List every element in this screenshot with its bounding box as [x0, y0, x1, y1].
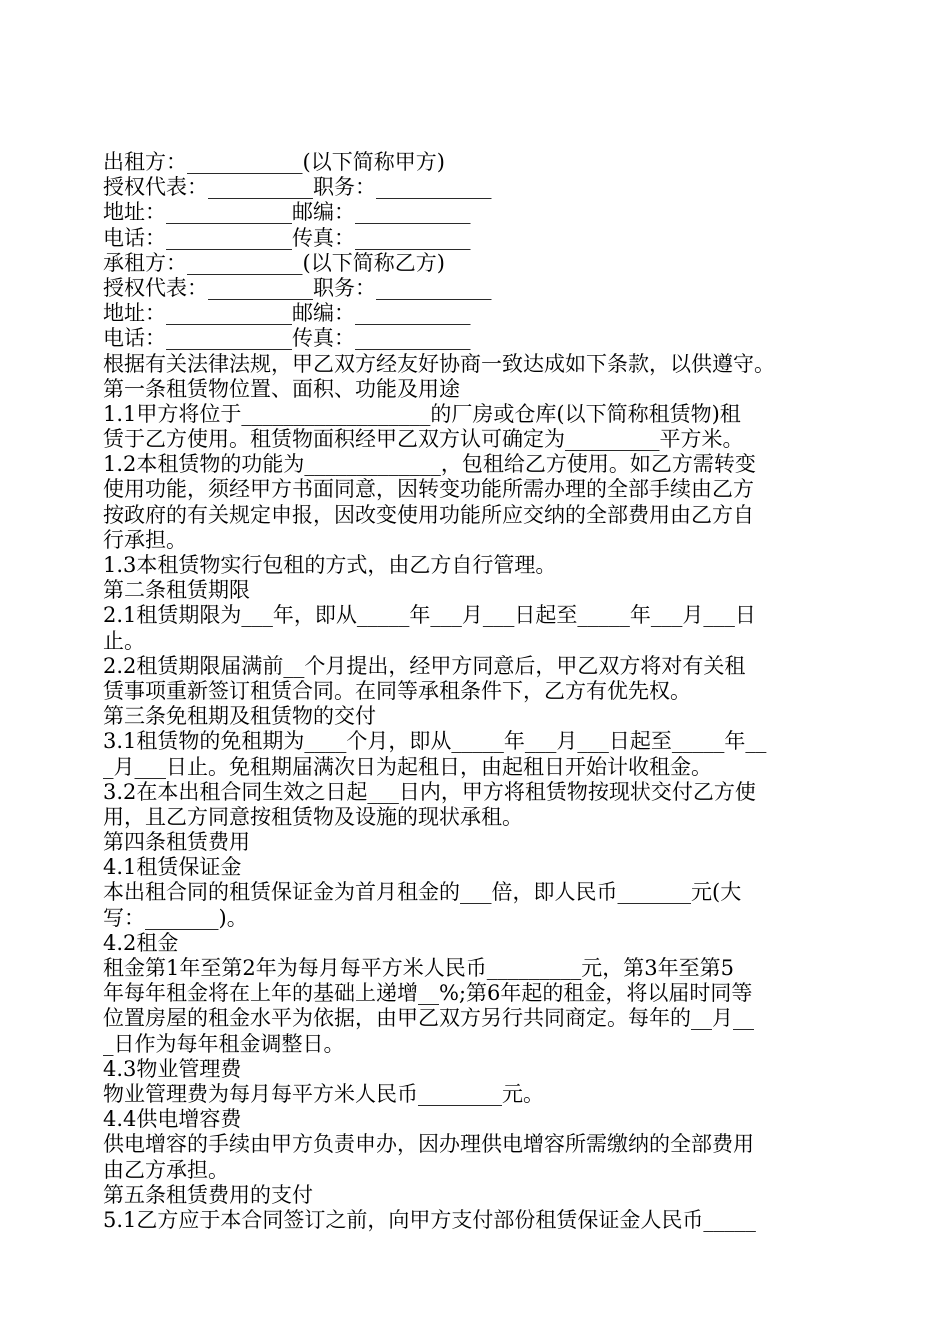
clause-line: 1.3本租赁物实行包租的方式，由乙方自行管理。	[103, 553, 557, 577]
article-4-heading: 第四条租赁费用	[103, 830, 250, 855]
article-2-heading: 第二条租赁期限	[103, 578, 250, 603]
clause-line: 赁于乙方使用。租赁物面积经甲乙双方认可确定为_________平方米。	[103, 427, 744, 452]
clause-line: 本出租合同的租赁保证金为首月租金的___倍，即人民币_______元(大	[103, 880, 742, 905]
lessee-phone-line: 电话：____________传真：___________	[103, 326, 471, 351]
article-5-heading: 第五条租赁费用的支付	[103, 1182, 313, 1207]
lessee-representative-line: 授权代表：__________职务：___________	[103, 275, 492, 300]
lessor-line: 出租方：___________(以下简称甲方)	[103, 150, 445, 174]
clause-line: 使用功能，须经甲方书面同意，因转变功能所需办理的全部手续由乙方	[103, 477, 754, 502]
clause-line: 用，且乙方同意按租赁物及设施的现状承租。	[103, 804, 523, 829]
clause-line: 按政府的有关规定申报，因改变使用功能所应交纳的全部费用由乙方自	[103, 502, 754, 527]
clause-line: 1.1甲方将位于__________________的厂房或仓库(以下简称租赁物)租	[103, 401, 741, 426]
clause-line: 位置房屋的租金水平为依据，由甲乙双方另行共同商定。每年的__月__	[103, 1006, 754, 1031]
clause-line: 供电增容的手续由甲方负责申办，因办理供电增容所需缴纳的全部费用	[103, 1132, 754, 1157]
clause-line: _日作为每年租金调整日。	[103, 1031, 345, 1056]
lessor-representative-line: 授权代表：__________职务：___________	[103, 175, 492, 200]
subsection-heading: 4.1租赁保证金	[103, 855, 242, 880]
clause-line: 由乙方承担。	[103, 1157, 229, 1182]
lessee-line: 承租方：___________(以下简称乙方)	[103, 250, 445, 275]
clause-line: 行承担。	[103, 527, 187, 552]
clause-line: 2.2租赁期限届满前__个月提出，经甲方同意后，甲乙双方将对有关租	[103, 653, 746, 678]
subsection-heading: 4.3物业管理费	[103, 1056, 242, 1081]
article-1-heading: 第一条租赁物位置、面积、功能及用途	[103, 376, 460, 401]
document-page	[103, 150, 853, 1233]
subsection-heading: 4.4供电增容费	[103, 1107, 242, 1132]
lessee-address-line: 地址：____________邮编：___________	[103, 301, 471, 326]
article-3-heading: 第三条免租期及租赁物的交付	[103, 704, 376, 729]
clause-line: 租金第1年至第2年为每月每平方米人民币_________元，第3年至第5	[103, 956, 734, 980]
lessor-phone-line: 电话：____________传真：___________	[103, 225, 471, 250]
clause-line: 3.1租赁物的免租期为____个月，即从_____年___月___日起至_____年__	[103, 729, 767, 754]
clause-line: 5.1乙方应于本合同签订之前，向甲方支付部份租赁保证金人民币_____	[103, 1207, 756, 1232]
clause-line: 年每年租金将在上年的基础上递增__%;第6年起的租金，将以届时同等	[103, 981, 753, 1006]
clause-line: 赁事项重新签订租赁合同。在同等承租条件下，乙方有优先权。	[103, 678, 691, 703]
clause-line: 物业管理费为每月每平方米人民币________元。	[103, 1081, 544, 1106]
clause-line: 3.2在本出租合同生效之日起___日内，甲方将租赁物按现状交付乙方使	[103, 779, 756, 804]
clause-line: _月___日止。免租期届满次日为起租日，由起租日开始计收租金。	[103, 754, 712, 779]
lessor-address-line: 地址：____________邮编：___________	[103, 200, 471, 225]
clause-line: 写：_______)。	[103, 905, 248, 930]
clause-line: 1.2本租赁物的功能为_____________，包租给乙方使用。如乙方需转变	[103, 452, 756, 477]
preamble-line: 根据有关法律法规，甲乙双方经友好协商一致达成如下条款，以供遵守。	[103, 351, 775, 376]
subsection-heading: 4.2租金	[103, 930, 179, 955]
clause-line: 2.1租赁期限为___年，即从_____年___月___日起至_____年___月___日	[103, 603, 756, 628]
clause-line: 止。	[103, 628, 145, 653]
